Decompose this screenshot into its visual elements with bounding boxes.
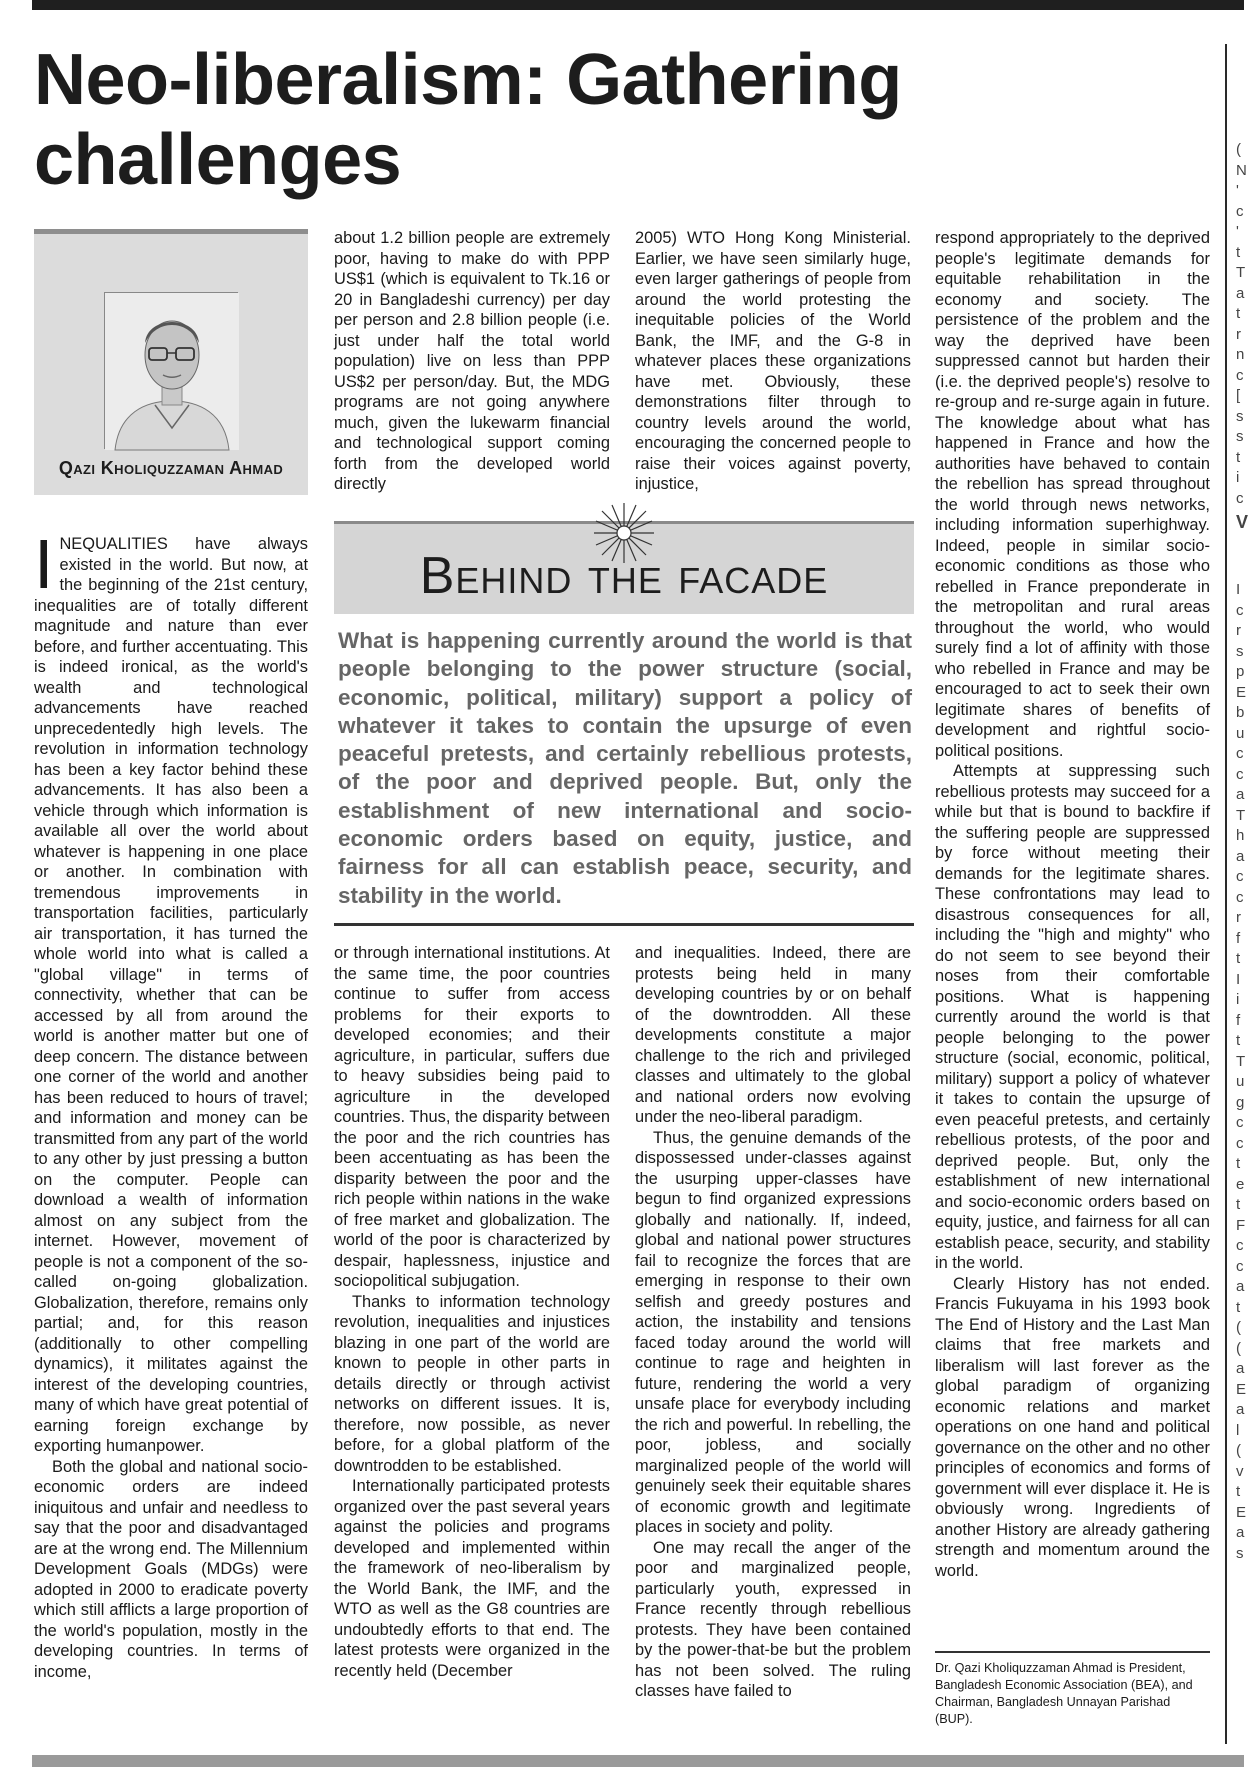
column-3-top	[635, 228, 911, 495]
author-box	[34, 229, 308, 495]
paragraph: Clearly History has not ended. Francis Fukuyama in his 1993 book The End of History and the Last Man claims that free markets and liberalism will last forever as the global paradigm of organizing economic relations and market operations on one hand and political governance on the other and no other principles of economics and forms of government will ever displace it. He is obviously wrong. Ingredients of another History are already gathering strength and momentum around the world.	[935, 1274, 1210, 1580]
paragraph: 2005) WTO Hong Kong Ministerial. Earlier, we have seen similarly huge, even larger gatherings of people from around the world protesting the inequitable policies of the World Bank, the IMF, and the G-8 in whatever places these organizations have met. Obviously, these demonstrations filter through to country levels around the world, encouraging the concerned people to raise their voices against poverty, injustice,	[635, 229, 911, 493]
feature-title: Behind the facade	[419, 547, 829, 605]
top-rule	[32, 0, 1244, 10]
paragraph-text: NEQUALITIES have always existed in the world. But now, at the beginning of the 21st century, inequalities are of totally different magnitude and nature than ever before, and further accentuating. This is indeed ironical, as the world's wealth and technological advancements have reached unprecedentedly high levels. The revolution in information technology has been a key factor behind these advancements. It has also been a vehicle through which information is available all over the world about whatever is happening in one place or another. In combination with tremendous improvements in transportation facilities, particularly air transportation, it has turned the whole world into what is called a "global village" in terms of connectivity, whether that can be accessed by all from around the world is another matter but one of deep concern. The distance between one corner of the world and another has been reduced to hours of travel; and information and money can be transmitted from any part of the world to any other by just pressing a button on the computer. People can download a wealth of information almost on any subject from the internet. However, movement of people is not a component of the so-called on-going globalization. Globalization, therefore, remains only partial; and, for this reason (additionally to other compelling dynamics), it militates against the interest of the developing countries, many of which have great potential of earning foreign exchange by exporting humanpower.	[34, 535, 308, 1455]
feature-rule	[334, 923, 914, 926]
column-1	[34, 525, 308, 1682]
pull-quote: What is happening currently around the world is that people belonging to the power structure (social, economic, political, military) support a policy of whatever it takes to contain the upsurge of even peaceful pretests, and certainly rebellious protests, of the poor and deprived people. But, only the establishment of new international and socio-economic orders based on equity, justice, and fairness for all can establish peace, security, and stability in the world.	[338, 628, 912, 908]
column-2-bottom	[334, 943, 610, 1681]
intro-paragraph	[34, 525, 308, 1457]
paragraph: Thanks to information technology revolution, inequalities and injustices blazing in one part of the world are known to people in other parts in details directly or through activist networks on different issues. It is, therefore, now possible, as never before, for a global platform of the downtrodden to be established.	[334, 1292, 610, 1475]
author-photo	[104, 292, 238, 449]
bio-rule	[935, 1651, 1210, 1653]
paragraph: about 1.2 billion people are extremely poor, having to make do with PPP US$1 (which is equivalent to Tk.16 or 20 in Bangladeshi currency) per day per person and 2.8 billion people (i.e. just under half the total world population) live on less than PPP US$2 per person/day. But, the MDG programs are not going anywhere much, given the lukewarm financial and technological support coming forth from the developed world directly	[334, 229, 610, 493]
paragraph: respond appropriately to the deprived people's legitimate demands for equitable rehabilitation in the economy and society. The persistence of the problem and the way the deprived have been suppressed cannot but harden their (i.e. the deprived people's) resolve to re-group and re-surge again in future. The knowledge about what has happened in France and how the authorities have behaved to contain the rebellion has spread throughout the world through news networks, including information superhighway. Indeed, people in similar socio-economic conditions as those who rebelled in France preponderate in the metropolitan and rural areas throughout the world, who would surely find a lot of affinity with those who rebelled in France and may be encouraged to act to seek their own legitimate shares of benefits of development and rightful socio-political positions.	[935, 229, 1210, 760]
column-3-bottom	[635, 943, 911, 1702]
author-bio: Dr. Qazi Kholiquzzaman Ahmad is President, Bangladesh Economic Association (BEA), and Chairman, Bangladesh Unnayan Parishad (BUP).	[935, 1661, 1193, 1726]
headline: Neo-liberalism: Gathering challenges	[34, 40, 902, 200]
paragraph: Internationally participated protests organized over the past several years against the policies and programs developed and implemented within the framework of neo-liberalism by the World Bank, the IMF, and the WTO as well as the G8 countries are undoubtedly efforts to that end. The latest protests were organized in the recently held (December	[334, 1477, 610, 1680]
adjacent-column-body: I c r s p E b u c c a T h a c c r f t I i f t T u g c c t e t F c c a t ( ( a E a l ( v t E a s	[1236, 581, 1247, 1562]
author-portrait-icon	[105, 293, 239, 450]
adjacent-column-top: ( N ' c ' t T a t r n c [ s s t i c	[1236, 141, 1247, 507]
paragraph: Both the global and national socio-economic orders are indeed iniquitous and unfair and needless to say that the poor and disadvantaged are at the wrong end. The Millennium Development Goals (MDGs) were adopted in 2000 to eradicate poverty which still afflicts a large proportion of the world's population, mostly in the developing countries. In terms of income,	[34, 1457, 308, 1681]
paragraph: and inequalities. Indeed, there are protests being held in many developing countries by or on behalf of the downtrodden. All these developments constitute a major challenge to the rich and privileged classes and ultimately to the global and national orders now evolving under the neo-liberal paradigm.	[635, 944, 911, 1126]
column-4	[935, 228, 1210, 1581]
bottom-rule	[32, 1755, 1244, 1767]
paragraph: Thus, the genuine demands of the dispossessed under-classes against the usurping upper-classes have begun to find organized expressions globally and nationally. If, indeed, global and national power structures fail to recognize the forces that are emerging in response to their own selfish and greedy postures and action, the instability and tensions faced today around the world will continue to rage and heighten in future, rendering the world a very unsafe place for everybody including the rich and powerful. In rebelling, the poor, jobless, and socially marginalized people of the world will genuinely seek their equitable shares of economic growth and legitimate places in society and polity.	[635, 1128, 911, 1536]
drop-cap: I	[34, 525, 54, 603]
paragraph: One may recall the anger of the poor and marginalized people, particularly youth, expressed in France recently through rebellious protests. They have been contained by the power-that-be but the problem has not been solved. The ruling classes have failed to	[635, 1538, 911, 1700]
feature-panel	[334, 521, 914, 918]
adjacent-column-heading: V	[1236, 512, 1248, 532]
column-2-top	[334, 228, 610, 495]
author-byline	[34, 458, 308, 479]
byline-text: Qazi Kholiquzzaman Ahmad	[58, 458, 284, 478]
paragraph: or through international institutions. At the same time, the poor countries continue to suffer from access problems for their exports to developed economies; and their agriculture, in particular, suffers due to heavy subsidies being paid to agriculture in the developed countries. Thus, the disparity between the poor and the rich countries has been accentuating as has been the disparity between the poor and the rich people within nations in the wake of free market and globalization. The world of the poor is characterized by despair, haplessness, injustice and sociopolitical subjugation.	[334, 944, 610, 1290]
column-divider	[1225, 44, 1227, 1744]
paragraph: Attempts at suppressing such rebellious protests may succeed for a while but that is bound to backfire if the suffering people are suppressed by force without meeting their demands for the legitimate shares. These confrontations may lead to disastrous consequences for all, including the "high and mighty" who do not seem to see beyond their noses from their comfortable positions. What is happening currently around the world is that people belonging to the power structure (social, economic, political, military) support a policy of whatever it takes to contain the upsurge of even peaceful pretests, and certainly rebellious protests, of the poor and deprived people. But, only the establishment of new international and socio-economic orders based on equity, justice, and fairness for all can establish peace, security, and stability in the world.	[935, 762, 1210, 1272]
